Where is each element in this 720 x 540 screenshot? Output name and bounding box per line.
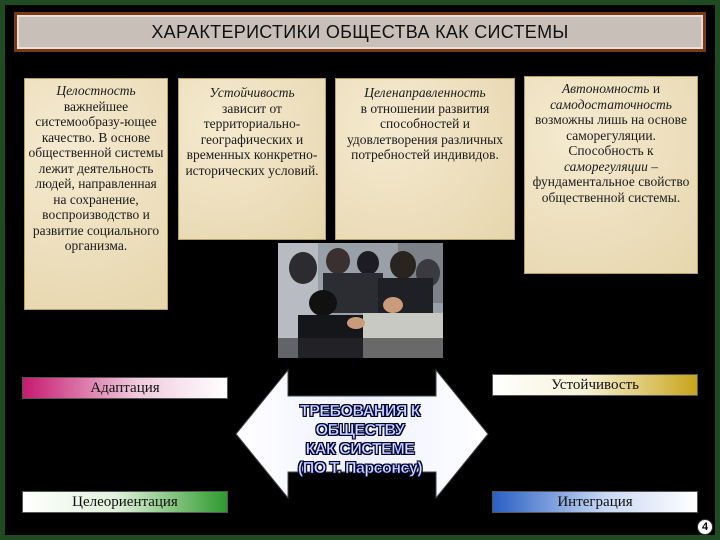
card-autonomy-tail: – фундаментальное свойство общественной системы. (532, 158, 690, 205)
adaptation-label: Адаптация (90, 379, 160, 396)
card-autonomy-text: возможны лишь на основе саморегуляции. Способность к (535, 112, 687, 158)
card-autonomy-and: и (652, 81, 661, 96)
adaptation-bar (22, 377, 228, 399)
card-purposefulness-text: в отношении развития способностей и удовлетворения различных потребностей индивидов. (346, 100, 504, 162)
card-autonomy-heading-2: самодостаточность (550, 96, 672, 112)
integration-label: Интеграция (557, 493, 633, 510)
card-integrity-text: важнейшее системообразу-ющее качество. В основе общественной системы лежит деятельность людей, направленная на сохранение, воспроизводство и развитие социального организма. (28, 98, 164, 253)
requirements-text (262, 402, 458, 478)
card-stability (178, 78, 326, 240)
card-autonomy-italic: саморегуляции (564, 158, 648, 174)
stability-bar (492, 374, 698, 396)
crowd-photo (278, 243, 443, 358)
goal-orientation-label: Целеориентация (72, 493, 178, 510)
card-stability-text: зависит от территориально-географических и временных конкретно-исторических условий. (185, 100, 319, 178)
card-purposefulness-heading: Целенаправленность (364, 85, 486, 100)
page-number: 4 (697, 519, 713, 535)
page-title: ХАРАКТЕРИСТИКИ ОБЩЕСТВА КАК СИСТЕМЫ (151, 21, 569, 42)
card-stability-heading: Устойчивость (209, 85, 295, 100)
requirements-line-2: КАК СИСТЕМЕ (305, 441, 415, 458)
title-bar (14, 12, 706, 52)
requirements-line-3: (ПО Т. Парсонсу) (297, 460, 423, 477)
card-autonomy (524, 76, 698, 274)
card-integrity (24, 78, 168, 310)
card-integrity-heading: Целостность (56, 83, 136, 98)
goal-orientation-bar (22, 491, 228, 513)
card-autonomy-heading: Автономность (561, 81, 650, 96)
stability-label: Устойчивость (551, 376, 639, 393)
requirements-line-1: ТРЕБОВАНИЯ К ОБЩЕСТВУ (299, 403, 421, 439)
card-purposefulness (335, 78, 515, 240)
integration-bar (492, 491, 698, 513)
